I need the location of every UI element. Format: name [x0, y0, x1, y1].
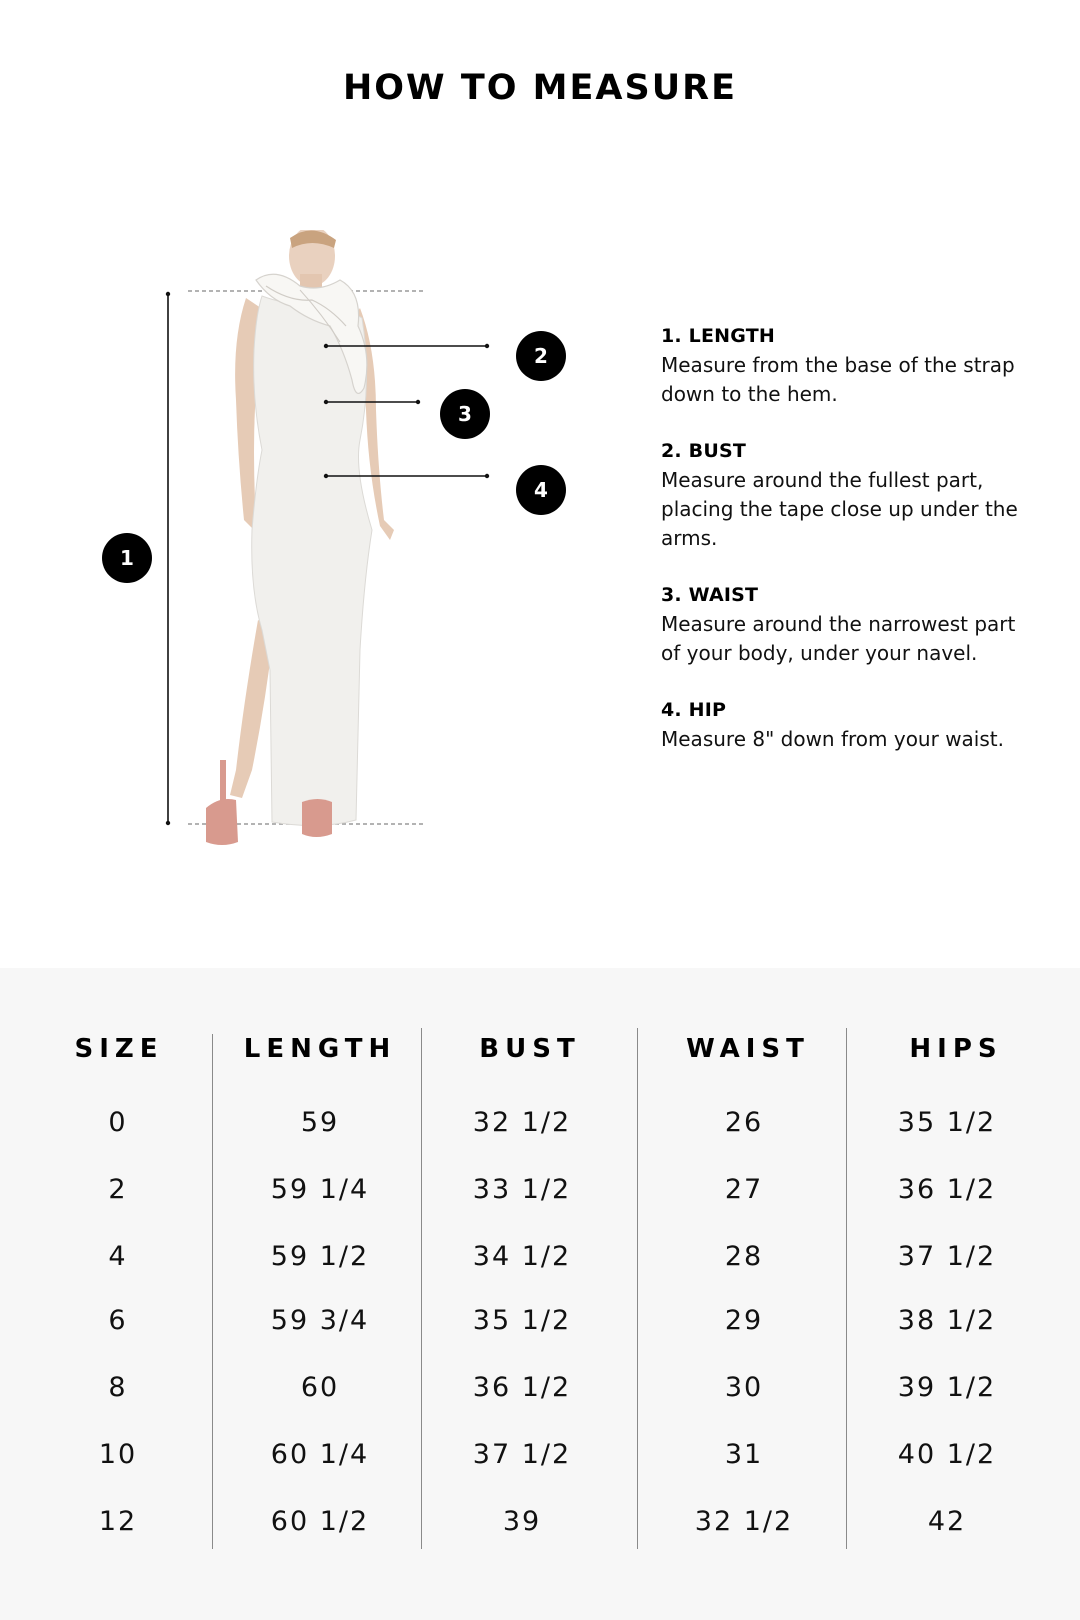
cell-hips: 39 1/2: [897, 1372, 997, 1403]
cell-length: 60: [300, 1372, 340, 1403]
cell-bust: 35 1/2: [472, 1305, 572, 1336]
cell-waist: 27: [724, 1174, 764, 1205]
cell-hips: 37 1/2: [897, 1241, 997, 1272]
instruction-hip: [661, 696, 1021, 754]
cell-hips: 40 1/2: [897, 1439, 997, 1470]
cell-waist: 28: [724, 1241, 764, 1272]
cell-bust: 37 1/2: [472, 1439, 572, 1470]
instruction-text: Measure 8" down from your waist.: [661, 727, 1004, 751]
cell-length: 60 1/2: [270, 1506, 370, 1537]
cell-bust: 32 1/2: [472, 1107, 572, 1138]
cell-bust: 39: [502, 1506, 542, 1537]
instruction-text: Measure around the narrowest part of your body, under your navel.: [661, 612, 1016, 665]
header-hips: HIPS: [909, 1034, 1003, 1064]
cell-length: 60 1/4: [270, 1439, 370, 1470]
instruction-heading: 3. WAIST: [661, 584, 759, 606]
cell-size: 10: [98, 1439, 138, 1470]
cell-waist: 26: [724, 1107, 764, 1138]
cell-size: 4: [108, 1241, 128, 1272]
column-divider: [637, 1028, 638, 1549]
cell-size: 0: [108, 1107, 128, 1138]
header-waist: WAIST: [686, 1034, 810, 1064]
dress-illustration: [0, 230, 640, 880]
marker-length: 1: [102, 533, 152, 583]
measurement-instructions: [661, 322, 1021, 782]
cell-length: 59 3/4: [270, 1305, 370, 1336]
instruction-length: [661, 322, 1021, 409]
instruction-heading: 2. BUST: [661, 440, 747, 462]
header-size: SIZE: [74, 1034, 164, 1064]
model-figure: [0, 230, 640, 880]
page-title: HOW TO MEASURE: [343, 68, 737, 108]
instruction-text: Measure around the fullest part, placing the tape close up under the arms.: [661, 468, 1018, 550]
marker-bust: 2: [516, 331, 566, 381]
cell-bust: 33 1/2: [472, 1174, 572, 1205]
cell-length: 59: [300, 1107, 340, 1138]
marker-waist: 3: [440, 389, 490, 439]
header-length: LENGTH: [243, 1034, 397, 1064]
instruction-heading: 1. LENGTH: [661, 325, 775, 347]
cell-bust: 36 1/2: [472, 1372, 572, 1403]
instruction-waist: [661, 581, 1021, 668]
cell-waist: 29: [724, 1305, 764, 1336]
marker-hip: 4: [516, 465, 566, 515]
cell-size: 6: [108, 1305, 128, 1336]
cell-waist: 32 1/2: [694, 1506, 794, 1537]
cell-hips: 36 1/2: [897, 1174, 997, 1205]
header-bust: BUST: [479, 1034, 581, 1064]
cell-bust: 34 1/2: [472, 1241, 572, 1272]
instruction-text: Measure from the base of the strap down to the hem.: [661, 353, 1015, 406]
instruction-bust: [661, 437, 1021, 553]
cell-size: 2: [108, 1174, 128, 1205]
cell-size: 8: [108, 1372, 128, 1403]
cell-hips: 42: [927, 1506, 967, 1537]
cell-hips: 35 1/2: [897, 1107, 997, 1138]
cell-size: 12: [98, 1506, 138, 1537]
cell-waist: 31: [724, 1439, 764, 1470]
cell-length: 59 1/4: [270, 1174, 370, 1205]
cell-waist: 30: [724, 1372, 764, 1403]
cell-hips: 38 1/2: [897, 1305, 997, 1336]
cell-length: 59 1/2: [270, 1241, 370, 1272]
instruction-heading: 4. HIP: [661, 699, 727, 721]
